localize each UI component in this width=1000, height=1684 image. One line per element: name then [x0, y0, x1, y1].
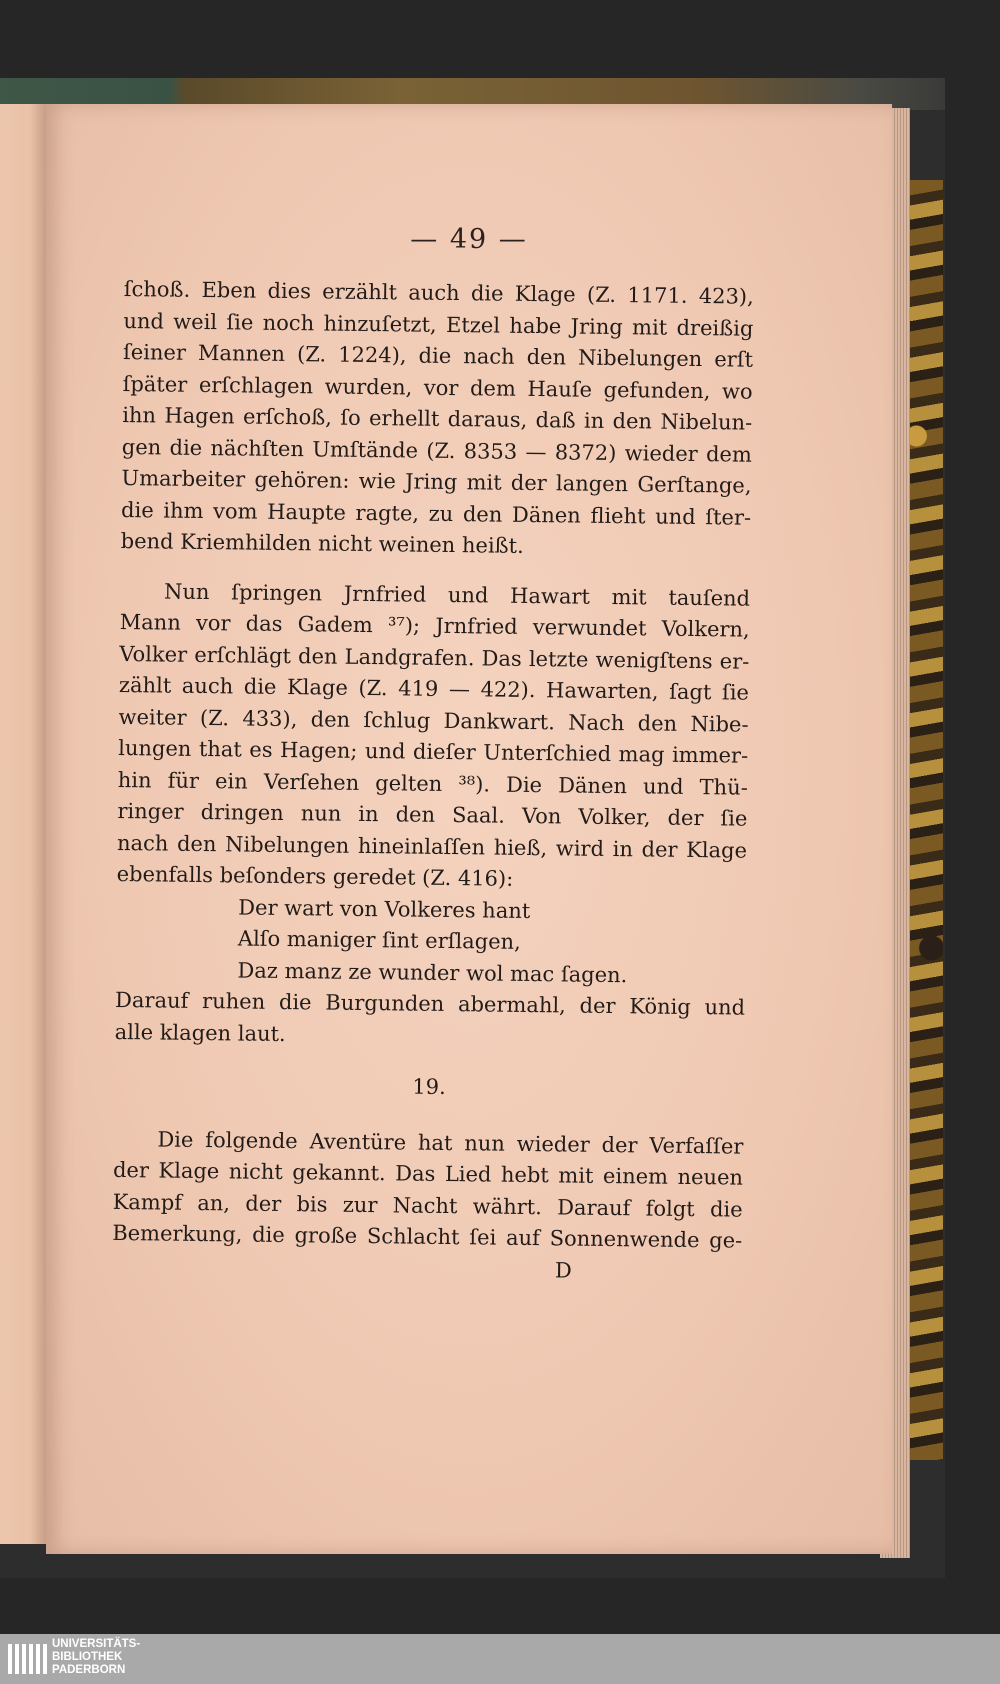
text-line: der Klage nicht gekannt. Das Lied hebt mit einem neuen	[112, 1157, 744, 1190]
text-line: ſeiner Mannen (Z. 1224), die nach den Nibelungen erſt	[122, 339, 754, 372]
text-line: Mann vor das Gadem ³⁷); Jrnfried verwundet Volkern,	[119, 609, 750, 642]
text-line: nach den Nibelungen hineinlaſſen hieß, wird in der Klage	[116, 830, 748, 863]
text-line: ringer dringen nun in den Saal. Von Volker, der ſie	[117, 798, 748, 831]
paragraph-2	[116, 575, 750, 898]
text-line: ebenfalls beſonders geredet (Z. 416):	[116, 861, 514, 891]
logo-line: BIBLIOTHEK	[52, 1651, 123, 1663]
verse-quote	[115, 890, 746, 992]
verse-line: Daz manz ze wunder wol mac ſagen.	[237, 957, 628, 987]
text-line: und weil ſie noch hinzuſetzt, Etzel habe Jring mit dreißig	[123, 308, 754, 341]
text-block	[112, 274, 754, 1289]
text-line: gen die nächſten Umſtände (Z. 8353 — 8372) wieder dem	[121, 434, 752, 467]
book-page	[46, 104, 892, 1554]
text-line: Die folgende Aventüre hat nun wieder der Verfaſſer	[157, 1126, 744, 1159]
text-line: lungen that es Hagen; und dieſer Unterſchied mag immer-	[118, 735, 749, 768]
text-line: die ihm vom Haupte ragte, zu den Dänen flieht und ſter-	[120, 497, 752, 530]
text-line: weiter (Z. 433), den ſchlug Dankwart. Nach den Nibe-	[118, 704, 749, 737]
left-page-edge	[0, 104, 46, 1544]
text-line: Kampf an, der bis zur Nacht währt. Darauf folgt die	[112, 1189, 743, 1222]
text-line: Nun ſpringen Jrnfried und Hawart mit tauſend	[163, 579, 751, 611]
text-line: ihn Hagen erſchoß, ſo erhellt daraus, daß in den Nibelun-	[122, 402, 753, 435]
text-line: ſpäter erſchlagen wurden, vor dem Hauſe gefunden, wo	[122, 371, 753, 404]
text-line: alle klagen laut.	[114, 1019, 286, 1046]
page-number: — 49 —	[410, 224, 528, 255]
text-line: Umarbeiter gehören: wie Jring mit der langen Gerſtange,	[121, 465, 752, 498]
verse-line: Alſo maniger ſint erſlagen,	[237, 926, 521, 954]
paragraph-3	[115, 985, 746, 1056]
text-line: hin für ein Verſehen gelten ³⁸). Die Dänen und Thü-	[117, 767, 748, 800]
text-line: zählt auch die Klage (Z. 419 — 422). Hawarten, ſagt ſie	[118, 672, 750, 705]
text-line: Volker erſchlägt den Landgrafen. Das letzte wenigſtens er-	[119, 641, 750, 674]
footer-bar	[0, 1634, 1000, 1684]
logo-line: UNIVERSITÄTS-	[52, 1638, 141, 1650]
library-logo-text	[52, 1638, 140, 1677]
verse-line: Der wart von Volkeres hant	[238, 894, 531, 923]
logo-line: PADERBORN	[52, 1664, 126, 1676]
text-line: bend Kriemhilden nicht weinen heißt.	[120, 528, 524, 558]
paragraph-1	[121, 274, 754, 565]
section-number: 19.	[412, 1074, 446, 1099]
text-line: Bemerkung, die große Schlacht ſei auf Sonnenwende ge-	[112, 1220, 743, 1253]
text-line: Darauf ruhen die Burgunden abermahl, der König und	[114, 987, 746, 1020]
library-logo-icon	[8, 1644, 48, 1674]
text-line: ſchoß. Eben dies erzählt auch die Klage (Z. 1171. 423),	[123, 276, 754, 309]
paragraph-4	[112, 1123, 743, 1257]
catchword: D	[554, 1257, 573, 1283]
marbled-edge	[905, 180, 943, 1460]
